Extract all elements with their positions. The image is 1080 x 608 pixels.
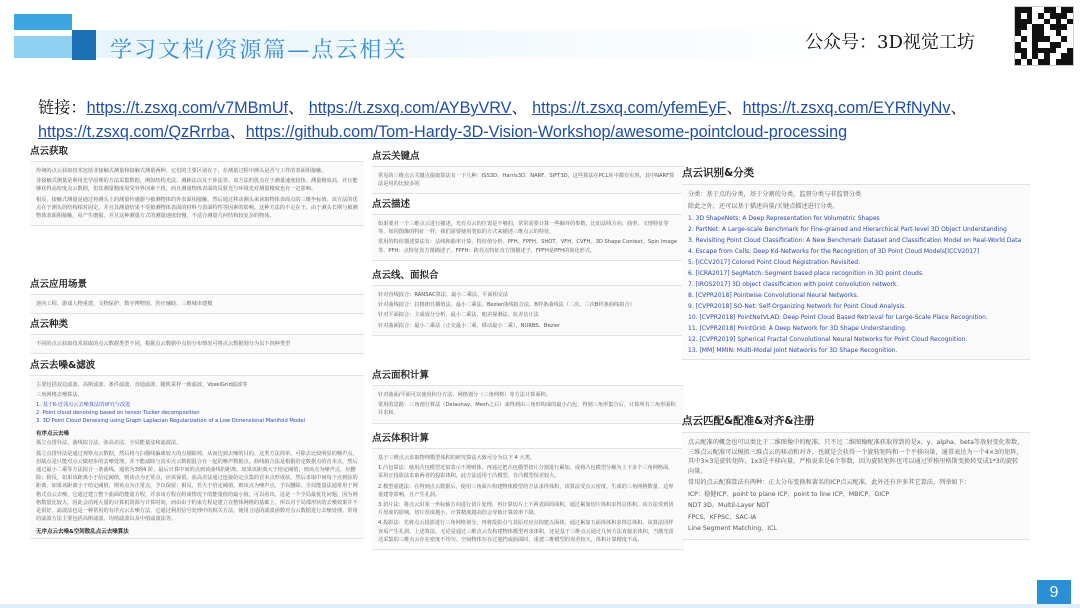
section-box: [372, 166, 684, 194]
section-acquisition: [30, 143, 364, 226]
section-title: 点云识别&分类: [682, 167, 755, 179]
link-separator: 、: [511, 99, 528, 117]
reference-link[interactable]: 9. [CVPR2018] SO-Net: Self-Organizing Network for Point Cloud Analysis.: [688, 303, 907, 310]
resource-link[interactable]: https://github.com/Tom-Hardy-3D-Vision-Workshop/awesome-pointcloud-processing: [245, 123, 848, 141]
paragraph: 针对直线拟合：RANSAC算法、最小二乘法、平面相交法: [378, 292, 509, 298]
link-separator: 、: [288, 99, 305, 117]
reference-link[interactable]: 8. [CVPR2018] Pointwise Convolutional Neural Networks.: [688, 292, 859, 299]
paragraph: 如果要对一个三维点云进行描述，光有点云的位置是不够的，常常需要计算一些额外的参数，比如法线方向、曲率、文理特征等等。如同图像的特征一样，我们需要使用类似的方式来描述三维点云的特征。: [378, 221, 669, 236]
subheading: 有序点云去噪: [36, 431, 70, 438]
paragraph: 相反，接触式测量是通过将测头上的测量传感器与被测物体的外表面相接触，然后通过移动测头来读取物体表面点的三维坐标值。该方法的优点在于测头的结构相对固定，并且其测量结果不受被测物体表面的材料与表面特性等因素的影响。这种方法的不足在于，由于测头长期与被测物体表面相接触，易产生磨损，并且这种测量方式的测量速度较慢，不适合测量几何结构较复杂的物体。: [36, 196, 358, 220]
paragraph: 1.凸包算法：使用凸包模型近似表示不规则体，再通过把凸包模型切片分割进行累加、或将凸包模型分解为上下多个三角网格面，采用正投影法求取两者的投影体积，此方法适用于凸模型，非凸模型误差较大。: [378, 465, 674, 480]
reference-link[interactable]: 3. Revisiting Point Cloud Classification: A New Benchmark Dataset and Classification Model on Real-World Data: [688, 237, 1022, 244]
section-title: 点云匹配&配准&对齐&注册: [682, 415, 815, 427]
section-title: 点云描述: [372, 199, 411, 210]
reference-link[interactable]: 2. PartNet: A Large-scale Benchmark for Fine-grained and Hierarchical Part-level 3D Object Understanding: [688, 226, 1007, 233]
paragraph: 主要包括双边滤波、高斯滤波、条件滤波、直通滤波、随机采样一致滤波、VoxelGrid滤波等: [36, 382, 248, 388]
section-area: [372, 367, 684, 424]
paragraph: 孤立点排异法、曲线拟合法、弦高差法、全局能量法和滤波法。: [36, 440, 182, 447]
section-title: 点云种类: [30, 319, 69, 330]
paragraph: 除此之外，还可以基于描述向量/关键点描述进行分类。: [688, 202, 839, 210]
paragraph: 三角网格去噪算法、: [36, 392, 83, 399]
paragraph: ICP：稳健ICP、point to plane ICP、point to line ICP、MBICP、GICP: [688, 490, 890, 498]
section-recognition: [682, 165, 1030, 360]
section-box: [372, 385, 684, 424]
wechat-account-label: 公众号：3D视觉工坊: [805, 32, 975, 53]
link-separator: 、: [229, 123, 246, 141]
section-types: [30, 316, 364, 354]
paragraph: 针对曲面/平面可以使用积分方法、网格划分（三角网格）等方法计算面积。: [378, 392, 551, 398]
reference-link[interactable]: 1. 基于K-近邻点云去噪算法的研究与改进: [36, 402, 131, 409]
section-box: [30, 161, 364, 226]
header-decoration: [14, 36, 72, 58]
reference-link[interactable]: 10. [CVPR2018] PointNetVLAD: Deep Point Cloud Based Retrieval for Large-Scale Place Recognition.: [688, 314, 988, 321]
reference-link[interactable]: 12. [CVPR2019] Spherical Fractal Convolutional Neural Networks for Point Cloud Recognition.: [688, 336, 968, 343]
section-box: [30, 334, 364, 354]
reference-link[interactable]: 4. Escape from Cells: Deep Kd-Networks for the Recognition of 3D Point Cloud Models[ICCV2017]: [688, 248, 980, 255]
section-keypoints: [372, 148, 684, 194]
paragraph: 针对平面拟合：主成成分分析、最小二乘法、粗差探测法、抗差估计法: [378, 312, 539, 319]
page-title: 学习文档/资源篇—点云相关: [110, 38, 408, 63]
section-title: 点云获取: [30, 146, 69, 157]
paragraph: 2.模型重建法：在得到点云数据后，使用三角面片构建物体模型的方法求得体积，该算法受点云密度、生成的三角网格数量、边界重建等影响，且产生孔洞。: [378, 483, 674, 498]
resource-link[interactable]: https://t.zsxq.com/EYRfNyNv: [742, 99, 951, 117]
section-box: [372, 448, 684, 550]
section-title: 点云面积计算: [372, 370, 430, 381]
reference-link[interactable]: 13. [MM] MMIN: Multi-Modal Joint Networks for 3D Shape Recognition.: [688, 347, 898, 354]
section-box: [682, 184, 1030, 360]
footer-line: [0, 604, 1080, 608]
section-title: 点云应用场景: [30, 279, 88, 290]
paragraph: 点云配准的概念也可以类比于二维图像中的配准，只不过二维图像配准获取得到的是x、y、alpha、beta等放射变化参数，三维点云配准可以模拟三维点云的移动和对齐，也就是会获得一个旋转矩阵和一个平移向量，通常表达为一个4×3的矩阵，其中3×3是旋转矩阵，1x3是平移向量。严格说来是6个参数，因为旋转矩阵也可以通过罗格里格斯变换转变成1*3的旋转向量。: [688, 439, 1024, 475]
paragraph: 常用的特征描述算法有：法线和曲率计算、特征值分析、PFH、FPFH、SHOT、VFH、CVFH、3D Shape Context、Spin Image等。PFH：点特征直方图描述子，FPFH：跨苏点特征直方图描述子，FPFH是PFH的简化形式。: [378, 239, 678, 254]
resource-link[interactable]: https://t.zsxq.com/yfemEyF: [532, 99, 727, 117]
paragraph: 4.投影法：先将点云投影进行三角网格划分，再将投影点与其原对应点构建五面体，通过累加五面体体积求得总体积。该算法同样容易产生孔洞。上述算法，无论是通过三维点云先构建物体模型再求体积，还是基于三维点云通过几何方法直接求体积，当激光雷达采集的三维点云存在密度不均匀、空间物体存在过遮挡或曲面时，重建三维模型的误差较大，体积计算精度不高。: [378, 520, 674, 543]
resource-link[interactable]: https://t.zsxq.com/v7MBmUf: [86, 99, 289, 117]
paragraph: 孤立点排异法是通过观察点云数据，然后将与扫描线偏离较大的点剔除掉，从而达到去噪的目的。这类方法简单，可除去比较明显的噪声点，但缺点是只能对点云做初步的去噪处理，并不能滤除与真实点云数据混合在一起的噪声数据点。曲线拟合法是根据给定数据点的首末点，然后通过最小二乘等方法拟合一条曲线，通常为3到4 阶，最后计算中间的点到该曲线的距离，如果该距离大于给定阈值，则该点为噪声点，应删除；相反，如果该距离小于给定阈值，则该点为正常点，应该保留。弦高差法通过连接给定点集的首末点形成弦，然后求取中间每个点到弦的距离，如果该距离小于给定阈值，则该点为正常点，予以保留；相反，若大于给定阈值，则该点为噪声点，予以删除。全局能量法通常用于网格式点云去噪，它通过建立整个曲面的能量方程，并求该方程在约束情况下的能量值的最小值。可以看出，这是一个全局最优化问题，因为网格数量比较大，因此会消耗大量的计算机资源与计算时间，而由由于约束方程是建立在整体网格的基础上，所以对于局部形状的去噪效果并不是很好。滤波法也是一种常用的有序点云去噪方法，它通过利用信号处理中的相关方法，使用合适的滤波函数对点云数据进行去噪处理，常用的滤波方法主要包括高斯滤波、均值滤波以及中值滤波法等。: [36, 450, 358, 523]
paragraph: FPCS、KFPSC、SAC-IA: [688, 513, 757, 521]
paragraph: NDT 3D、Multil-Layer NDT: [688, 502, 770, 509]
header-decoration: [14, 14, 72, 30]
links-prefix: 链接：: [38, 99, 87, 117]
section-title: 点云体积计算: [372, 433, 430, 444]
section-box: [372, 214, 684, 261]
paragraph: 针对曲线拟合：拉格朗日插值法、最小二乘法、Bezier曲线拟合法、B样条曲线法（二次、三次B样条曲线拟合）: [378, 302, 635, 309]
reference-link[interactable]: 6. [ICRA2017] SegMatch: Segment based place recognition in 3D point clouds.: [688, 270, 924, 277]
section-box: [372, 285, 684, 336]
paragraph: 3.切片法：将点云沿某一坐标轴方向进行切片处理，再计算切片上下两表面的面积，通过累加切片体积求得总体积。该方法受到切片厚度的影响，切片厚度越小，计算精度越高但会导致计算效率下降。: [378, 502, 674, 517]
subheading: 无序点云去噪&空间散乱点云去噪算法: [36, 529, 129, 536]
section-title: 点云关键点: [372, 151, 420, 162]
section-box: [682, 432, 1030, 540]
slide-header: [0, 0, 1080, 72]
paragraph: 常见的三维点云关键点提取算法有一下几种：ISS3D、Harris3D、NARF、SIFT3D，这些算法在PCL库中都有实现，其中NARF算法是用的比较多的: [378, 173, 675, 188]
section-applications: [30, 276, 364, 314]
section-title: 点云线、面拟合: [372, 270, 439, 281]
section-denoising: [30, 357, 364, 539]
paragraph: 不同的点云获取技术获取的点云数据类型不同，根据点云数据中点的分布情况可将点云数据划分为以下四种类型: [36, 341, 291, 347]
reference-link[interactable]: 3. 3D Point Cloud Denoising using Graph Laplacian Regularization of a Low Dimensional Manifold Model: [36, 418, 305, 425]
link-separator: 、: [950, 99, 967, 117]
resource-link[interactable]: https://t.zsxq.com/QzRrrba: [38, 123, 230, 141]
qr-code-icon: [1014, 6, 1074, 66]
paragraph: 分类：基于点的分类，基于分割的分类，监督分类与非监督分类: [688, 191, 862, 198]
paragraph: 基于三维点云求取物理模型体积的研究算法大致可分为以下 4 大类。: [378, 455, 536, 461]
link-separator: 、: [726, 99, 743, 117]
section-fitting: [372, 267, 684, 336]
reference-link[interactable]: 5. [ICCV2017] Colored Point Cloud Registration Revisited.: [688, 259, 860, 266]
paragraph: 常用的思路：三角剖分算法（Delaunay、Mesh之后）来得到由三角形构成的最小凸包，得到三角形集合后，计算所有三角形面积并求和。: [378, 402, 676, 417]
paragraph: 传统的点云获取技术包括非接触式测量和接触式测量两种，它们的主要区别在于，在测量过程中测头是否与工件的表面相接触。: [36, 168, 327, 174]
page-number: 9: [1037, 580, 1071, 606]
section-registration: [682, 413, 1030, 540]
reference-link[interactable]: 2. Point cloud denoising based on tensor Tucker decomposition: [36, 410, 200, 417]
paragraph: 常用的点云配准算法有两种：正太分布变换和著名的ICP点云配准，此外还有许多其它算法，列举如下：: [688, 479, 971, 486]
resource-link[interactable]: https://t.zsxq.com/AYByVRV: [308, 99, 512, 117]
paragraph: 逆向工程、游戏人物重建、文物保护、数字博物馆、医疗辅助、三维城市建模: [36, 301, 213, 307]
section-title: 点云去噪&滤波: [30, 360, 96, 371]
section-volume: [372, 430, 684, 550]
section-box: [30, 375, 364, 539]
paragraph: 针对曲面拟合：最小二乘法（正交最小二乘、移动最小二乘）、NURBS、Bezier: [378, 322, 561, 329]
section-descriptors: [372, 196, 684, 261]
reference-link[interactable]: 7. [IROS2017] 3D object classification with point convolution network.: [688, 281, 899, 288]
section-box: [30, 294, 364, 314]
paragraph: Line Segment Matching、ICL: [688, 525, 777, 532]
reference-link[interactable]: 1. 3D ShapeNets: A Deep Representation for Volumetric Shapes: [688, 215, 880, 222]
reference-link[interactable]: 11. [CVPR2018] PointGrid: A Deep Network for 3D Shape Understanding.: [688, 325, 907, 332]
resource-links: [38, 96, 1068, 144]
paragraph: 非接触式测量是利用光学原理的方法采集数据，例如结构光法、测距法以及干涉法等。该方法的优点在于测量速度较快、测量精度高，并且能够获得高密度点云数据，但其测量精度易受外界因素干扰，而且测量物体表面的反射光与环境光对测量精度也有一定影响。: [36, 178, 358, 193]
header-decoration: [72, 30, 96, 60]
